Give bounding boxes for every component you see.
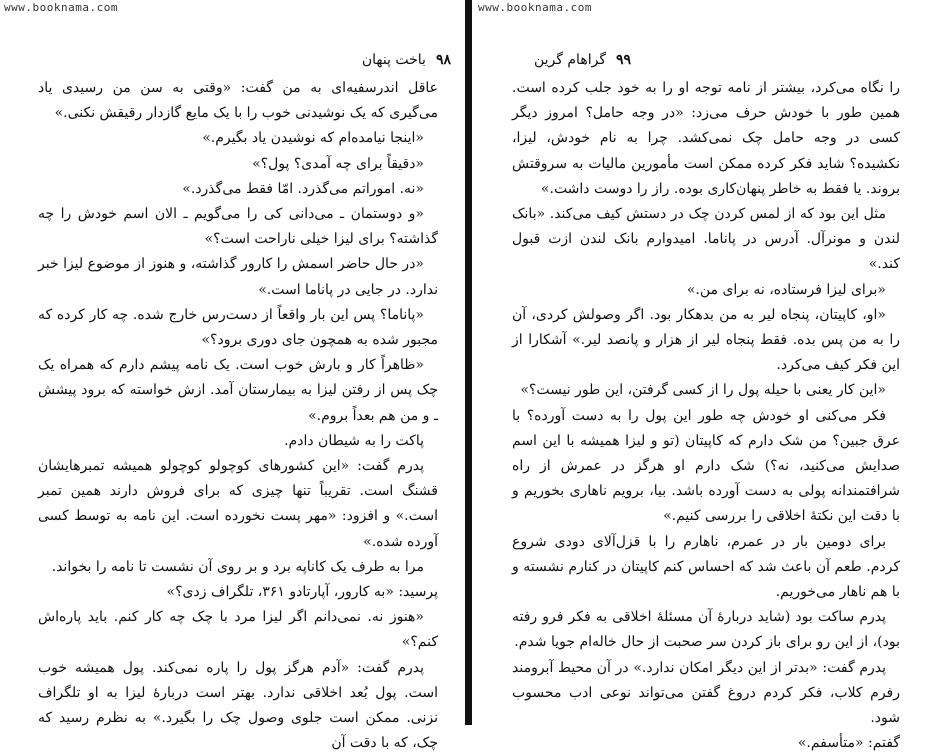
paragraph: گفتم: «متأسفم.» xyxy=(797,735,900,752)
page-number: ۹۹ xyxy=(616,52,632,68)
paragraph: پاکت را به شیطان دادم. xyxy=(284,432,424,449)
paragraph: «و دوستمان ـ می‌دانی کی را می‌گویم ـ الان اسم خودش را چه گذاشته؟ برای لیزا خیلی ناراحت است؟» xyxy=(38,206,438,248)
running-title: گراهام گرین xyxy=(534,52,606,68)
paragraph: «ظاهراً کار و بارش خوب است. یک نامه پیشم دارم که همراه یک چک پس از رفتن لیزا به بیمارستان آمد. ازش خواسته که برود پیشش ـ و من هم بعداً بروم.» xyxy=(38,357,438,424)
page-number: ۹۸ xyxy=(435,52,451,68)
running-header xyxy=(534,52,631,68)
watermark: www.booknama.com xyxy=(478,1,592,14)
paragraph: پدرم گفت: «آدم هرگز پول را پاره نمی‌کند. پول همیشه خوب است. پول بُعد اخلاقی ندارد. بهتر است درباره‌ٔ لیزا به او تلگراف نزنی. ممکن است جلوی وصول چک را بگیرد.» به نظرم رسید که چک، که با دقت آن xyxy=(38,659,438,752)
paragraph: «نه. اموراتم می‌گذرد. امّا فقط می‌گذرد.» xyxy=(182,180,424,197)
running-header xyxy=(362,52,451,68)
paragraph: پدرم ساکت بود (شاید دربارهٔ آن مسئلهٔ اخلاقی به فکر فرو رفته بود)، از این رو برای باز کردن سر صحبت از حال خاله‌ام جویا شدم. xyxy=(512,609,900,651)
left-page xyxy=(0,0,465,752)
paragraph: را نگاه می‌کرد، بیشتر از نامه توجه او را به خود جلب کرده است. همین طور با خودش حرف می‌زد: «در وجه حامل؟ امروز دیگر کسی در وجه حامل چک نمی‌کشد. چرا به نام خودش، لیزا، نکشیده؟ شاید فکر کرده ممکن است مأمورین مالیات به سروقتش بروند. یا فقط به خاطر پنهان‌کاری بوده. راز را دوست داشت.» xyxy=(512,80,900,197)
paragraph: پدرم گفت: «این کشورهای کوچولو کوچولو همیشه تمبرهایشان قشنگ است. تقریباً تنها چیزی که برای فروش دارند همین تمبر است.» و افزود: «مهر پست نخورده است. این نامه به توسط کسی آورده شده.» xyxy=(38,458,438,550)
page-body xyxy=(512,76,900,756)
paragraph: پرسید: «به کارور، آپارتادو ۳۶۱، تلگراف زدی؟» xyxy=(166,584,438,601)
paragraph: برای دومین بار در عمرم، ناهارم را با قزل‌آلای دودی شروع کردم. طعم آن باعث شد که احساس کنم کاپیتان در کنارم نشسته و با هم ناهار می‌خوریم. xyxy=(512,533,900,601)
paragraph: پدرم گفت: «بدتر از این دیگر امکان ندارد.» در آن محیط آبرومند رفرم کلاب، فکر کردم دروغ گفتن می‌تواند نوعی ادب محسوب شود. xyxy=(512,659,900,727)
paragraph: «دقیقاً برای چه آمدی؟ پول؟» xyxy=(252,155,424,172)
watermark: www.booknama.com xyxy=(4,1,118,14)
page-body xyxy=(38,76,438,756)
running-title: باخت پنهان xyxy=(361,52,426,68)
page-gutter xyxy=(465,0,472,725)
paragraph: «در حال حاضر اسمش را کارور گذاشته، و هنوز از موضوع لیزا خبر ندارد. در جایی در پاناما است.» xyxy=(38,256,438,298)
paragraph: مرا به طرف یک کاناپه برد و بر روی آن نشست تا نامه را بخواند. xyxy=(51,558,424,575)
paragraph: «او، کاپیتان، پنجاه لیر به من بدهکار بود. اگر وصولش کردی، آن را به من پس بده. فقط پنجاه لیر از هزار و پانصد لیر.» آشکارا از این فکر کیف می‌کرد. xyxy=(512,306,900,374)
paragraph: فکر می‌کنی او خودش چه طور این پول را به دست آورده؟ با عرق جبین؟ من شک دارم که کاپیتان (تو و لیزا همیشه با این اسم صدایش می‌کنید، نه؟) شک دارم او هرگز در عمرش از راه شرافتمندانه پولی به دست آورده باشد. بیا، برویم ناهاری بخوریم و با دقت این نکتهٔ اخلاقی را بررسی کنیم.» xyxy=(512,407,900,525)
right-page xyxy=(472,0,940,752)
paragraph: «پاناما؟ پس این بار واقعاً از دست‌رس خارج شده. چه کار کرده که مجبور شده به همچون جای دوری برود؟» xyxy=(38,306,438,349)
paragraph: «اینجا نیامده‌ام که نوشیدن یاد بگیرم.» xyxy=(202,130,424,147)
paragraph: مثل این بود که از لمس کردن چک در دستش کیف می‌کند. «بانک لندن و مونرآل. آدرس در پاناما. امیدوارم بانک لندن ازت قبول کند.» xyxy=(512,206,900,273)
paragraph: «هنوز نه. نمی‌دانم اگر لیزا مرد با چک چه کار کنم. باید پاره‌اش کنم؟» xyxy=(38,609,438,651)
paragraph: «برای لیزا فرستاده، نه برای من.» xyxy=(686,281,886,298)
paragraph: «این کار یعنی با حیله پول را از کسی گرفتن، این طور نیست؟» xyxy=(520,382,886,399)
paragraph: عاقل اندرسفیه‌ای به من گفت: «وقتی به سن من رسیدی یاد می‌گیری که یک نوشیدنی خوب را با یک مایع گازدار رقیقش نکنی.» xyxy=(38,80,438,122)
